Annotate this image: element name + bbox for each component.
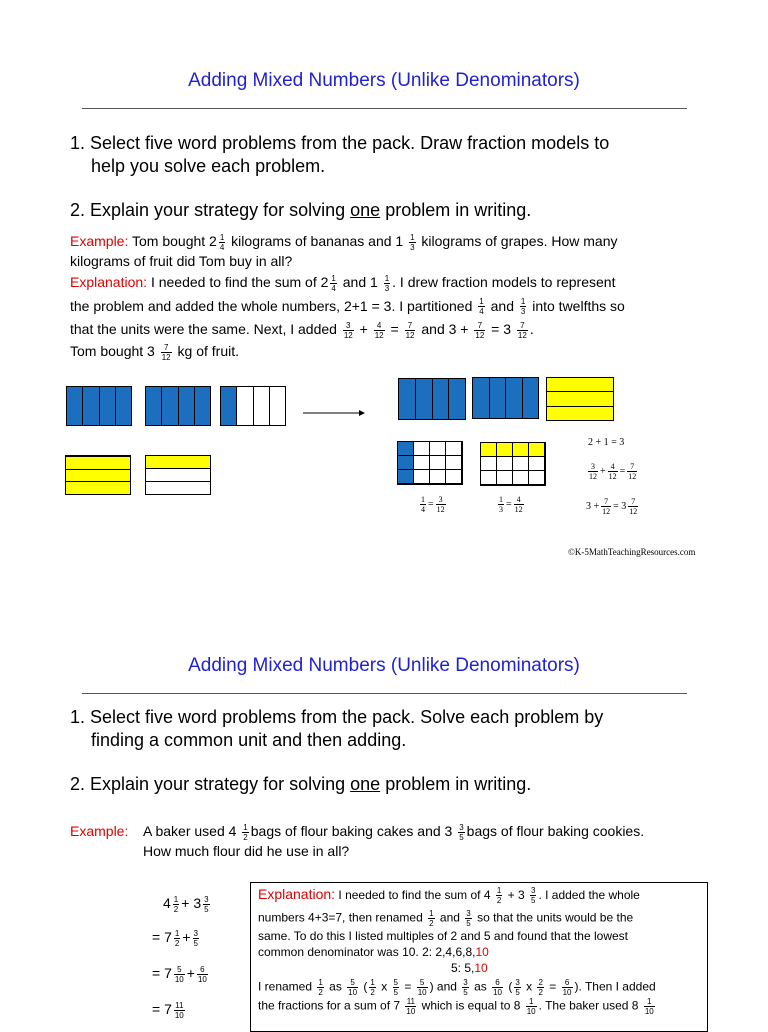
example-label: Example: — [70, 233, 129, 249]
fraction-1-3: $\frac{1}{3}$ — [520, 297, 526, 317]
instruction-2-underlined: one — [350, 200, 381, 220]
work-step-1: 4 $\frac{1}{2}$ + 3 $\frac{3}{5}$ — [163, 894, 209, 914]
explanation-line6: I renamed $\frac{1}{2}$ as $\frac{5}{10}$ ( $\frac{1}{2}$ x $\frac{5}{5}$ = $\frac{5}{10}$ ) and $\frac{3}{5}$ as $\frac{6}{10}$ ( $\frac{3}{5}$ x $\frac{2}{2}$ = $\frac{6}{10}$ ). Then I added — [258, 978, 656, 998]
equation-total: 3 + $\frac{7}{12}$ = 3 $\frac{7}{12}$ — [586, 497, 638, 516]
example-text: Tom bought 2 — [132, 233, 217, 249]
explanation-text: + — [355, 321, 372, 338]
explanation-text: . — [529, 321, 534, 338]
explanation-text: Tom bought 3 — [70, 343, 159, 360]
fraction-1-3: $\frac{1}{3}$ — [384, 273, 390, 293]
section2-title: Adding Mixed Numbers (Unlike Denominators) — [188, 655, 580, 676]
explanation-line2: numbers 4+3=7, then renamed $\frac{1}{2}$ and $\frac{3}{5}$ so that the units would be the — [258, 909, 634, 929]
example-text: bags of flour baking cookies. — [466, 823, 645, 839]
equation-1-4-equals-3-12: $\frac{1}{4}$ = $\frac{3}{12}$ — [421, 495, 445, 514]
explanation-line3: same. To do this I listed multiples of 2 and 5 and found that the lowest — [258, 929, 629, 944]
equation-wholes: 2 + 1 = 3 — [588, 437, 625, 448]
explanation-label: Explanation: — [70, 273, 148, 290]
fraction-1-3: $\frac{1}{3}$ — [410, 232, 415, 252]
example-label-text: Example: — [70, 823, 129, 839]
instruction-1 — [70, 132, 609, 178]
fraction-1-4: $\frac{1}{4}$ — [331, 273, 336, 293]
explanation-text: = — [386, 321, 403, 338]
example-text: kilograms of bananas and 1 — [227, 233, 408, 249]
instruction-2-text-end: problem in writing. — [380, 200, 532, 220]
fraction-7-12: $\frac{7}{12}$ — [475, 321, 485, 341]
explanation-line1: Explanation: I needed to find the sum of 4 $\frac{1}{2}$ + 3 $\frac{3}{5}$ . I added the whole — [258, 886, 640, 906]
example-line2: How much flour did he use in all? — [143, 842, 350, 859]
explanation-text-block — [258, 886, 704, 1016]
work-step-4: = 7 $\frac{11}{10}$ — [152, 1000, 184, 1020]
equation-1-3-equals-4-12: $\frac{1}{3}$ = $\frac{4}{12}$ — [499, 495, 523, 514]
example-line1 — [143, 822, 713, 842]
equation-fraction-sum: $\frac{3}{12}$ + $\frac{4}{12}$ = $\frac{7}{12}$ — [589, 462, 637, 481]
explanation-text: and 1 — [338, 273, 382, 290]
fraction-3-5: $\frac{3}{5}$ — [459, 822, 464, 842]
copyright-text: ©K-5MathTeachingResources.com — [568, 547, 696, 557]
fraction-1-4: $\frac{1}{4}$ — [479, 297, 484, 317]
explanation-line1 — [70, 273, 710, 293]
instruction-2-underlined: one — [350, 774, 381, 794]
example-line2: kilograms of fruit did Tom buy in all? — [70, 252, 293, 269]
section1-title: Adding Mixed Numbers (Unlike Denominators) — [188, 70, 580, 91]
fraction-4-12: $\frac{4}{12}$ — [374, 321, 384, 341]
explanation-text: = 3 — [487, 321, 515, 338]
wholes-model-3 — [546, 377, 614, 421]
twelfths-model-quarter — [397, 441, 463, 485]
grapes-whole-model — [65, 455, 131, 495]
instruction-1-line1: 1. Select five word problems from the pack. Solve each problem by — [70, 707, 604, 727]
grapes-third-model — [145, 455, 211, 495]
explanation-line3 — [70, 320, 710, 340]
work-step-2: = 7 $\frac{1}{2}$ + $\frac{3}{5}$ — [152, 928, 198, 948]
explanation-text: that the units were the same. Next, I added — [70, 321, 341, 338]
instruction-2-text: 2. Explain your strategy for solving — [70, 774, 351, 794]
instruction-2-text: 2. Explain your strategy for solving — [70, 200, 351, 220]
work-step-3: = 7 $\frac{5}{10}$ + $\frac{6}{10}$ — [152, 964, 207, 984]
explanation-line5: 5: 5,10 — [451, 961, 488, 976]
explanation-line4: common denominator was 10. 2: 2,4,6,8,10 — [258, 945, 489, 960]
arrow-right-icon — [303, 408, 365, 418]
title-divider — [82, 108, 687, 109]
title-divider — [82, 693, 687, 694]
instruction-1-line2: finding a common unit and then adding. — [91, 730, 407, 750]
instruction-2 — [70, 199, 531, 222]
explanation-text: . I drew fraction models to represent — [392, 273, 616, 290]
explanation-text: the problem and added the whole numbers, 2+1 = 3. I partitioned — [70, 297, 477, 314]
explanation-line7: the fractions for a sum of 7 $\frac{11}{10}$ which is equal to 8 $\frac{1}{10}$ . The baker used 8 $\frac{1}{10}$ — [258, 997, 654, 1017]
explanation-text: I needed to find the sum of 2 — [147, 273, 329, 290]
example-text: kilograms of grapes. How many — [417, 233, 618, 249]
instruction-1-line1: 1. Select five word problems from the pack. Draw fraction models to — [70, 133, 610, 153]
example-block — [143, 822, 713, 861]
fraction-7-12: $\frac{7}{12}$ — [405, 321, 415, 341]
example-text: bags of flour baking cakes and 3 — [250, 823, 457, 839]
bananas-whole-2-model — [145, 386, 211, 426]
fraction-1-4: $\frac{1}{4}$ — [219, 232, 225, 252]
explanation-text: kg of fruit. — [173, 343, 239, 360]
fraction-7-12: $\frac{7}{12}$ — [517, 321, 527, 341]
fraction-1-2: $\frac{1}{2}$ — [243, 822, 248, 842]
example-text: A baker used 4 — [143, 823, 241, 839]
bananas-quarter-model — [220, 386, 286, 426]
explanation-text: and 3 + — [417, 321, 473, 338]
wholes-model-2 — [472, 377, 539, 419]
instruction-2-text-end: problem in writing. — [380, 774, 532, 794]
fraction-3-12: $\frac{3}{12}$ — [343, 321, 353, 341]
instruction-1-line2: help you solve each problem. — [91, 156, 326, 176]
twelfths-model-third — [480, 442, 546, 486]
explanation-text: and — [486, 297, 518, 314]
example-line1 — [70, 232, 710, 252]
wholes-model-1 — [398, 378, 466, 420]
explanation-label: Explanation: — [258, 886, 336, 902]
bananas-whole-1-model — [66, 386, 132, 426]
fraction-7-12: $\frac{7}{12}$ — [161, 342, 171, 362]
instruction-2 — [70, 773, 531, 796]
explanation-line4 — [70, 342, 710, 362]
explanation-line2 — [70, 297, 710, 317]
instruction-1 — [70, 706, 603, 752]
example-block — [70, 232, 710, 362]
explanation-text: into twelfths so — [528, 297, 625, 314]
example-label — [70, 822, 128, 841]
